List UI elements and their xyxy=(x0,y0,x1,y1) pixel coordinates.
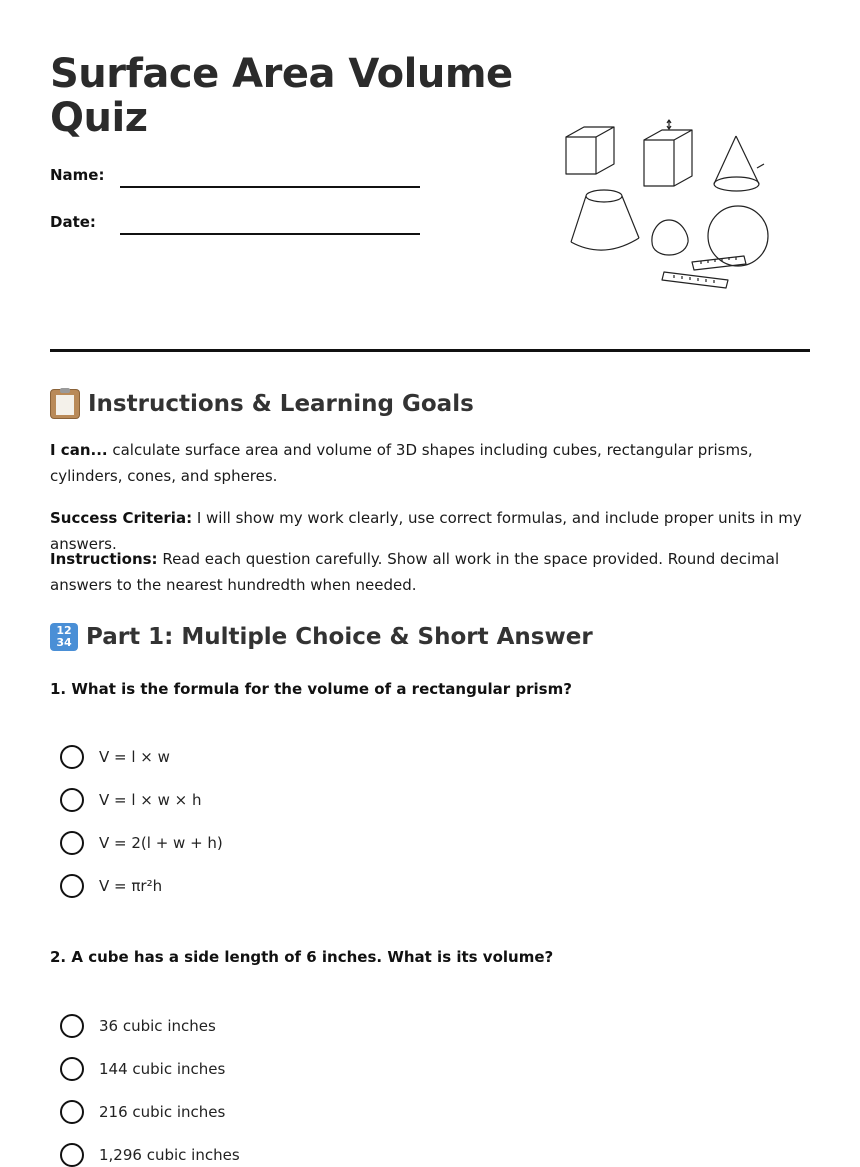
radio-button[interactable] xyxy=(60,1057,84,1081)
option-label: 144 cubic inches xyxy=(99,1060,226,1078)
i-can-statement xyxy=(50,437,820,489)
frustum-shape xyxy=(571,190,639,250)
radio-button[interactable] xyxy=(60,788,84,812)
3d-shapes-illustration xyxy=(556,112,786,297)
radio-button[interactable] xyxy=(60,831,84,855)
question-2-option-d[interactable] xyxy=(60,1143,240,1167)
question-1-option-c[interactable] xyxy=(60,831,223,855)
i-can-text: calculate surface area and volume of 3D shapes including cubes, rectangular prisms, cylinders, cones, and spheres. xyxy=(50,441,753,485)
option-label: V = 2(l + w + h) xyxy=(99,834,223,852)
radio-button[interactable] xyxy=(60,745,84,769)
success-criteria-label: Success Criteria: xyxy=(50,509,193,527)
cube-shape xyxy=(566,127,614,174)
option-label: V = l × w xyxy=(99,748,170,766)
i-can-label: I can... xyxy=(50,441,108,459)
egg-shape xyxy=(652,220,688,255)
radio-button[interactable] xyxy=(60,1100,84,1124)
instructions-heading-text: Instructions & Learning Goals xyxy=(88,391,474,417)
date-label: Date: xyxy=(50,213,96,231)
option-label: 216 cubic inches xyxy=(99,1103,226,1121)
page-title: Surface Area Volume Quiz xyxy=(50,51,513,141)
part1-heading xyxy=(50,623,593,651)
part1-heading-text: Part 1: Multiple Choice & Short Answer xyxy=(86,624,593,650)
option-label: V = πr²h xyxy=(99,877,163,895)
radio-button[interactable] xyxy=(60,874,84,898)
question-2-option-b[interactable] xyxy=(60,1057,225,1081)
question-2-option-a[interactable] xyxy=(60,1014,216,1038)
clipboard-icon xyxy=(50,389,80,419)
instructions-heading xyxy=(50,389,474,419)
radio-button[interactable] xyxy=(60,1014,84,1038)
question-1-text: 1. What is the formula for the volume of a rectangular prism? xyxy=(50,680,572,698)
name-label: Name: xyxy=(50,166,105,184)
instructions-text-block xyxy=(50,546,820,598)
numbers-icon: 12 34 xyxy=(50,623,78,651)
success-criteria-text: I will show my work clearly, use correct formulas, and include proper units in my answers. xyxy=(50,509,802,553)
date-field[interactable] xyxy=(120,233,420,235)
cube-shape xyxy=(644,120,692,186)
option-label: 1,296 cubic inches xyxy=(99,1146,240,1164)
radio-button[interactable] xyxy=(60,1143,84,1167)
header-divider xyxy=(50,349,810,352)
cone-shape xyxy=(714,136,764,191)
question-1-option-a[interactable] xyxy=(60,745,170,769)
question-1-option-b[interactable] xyxy=(60,788,202,812)
instructions-label: Instructions: xyxy=(50,550,158,568)
ruler-shape xyxy=(662,256,746,288)
name-field[interactable] xyxy=(120,186,420,188)
question-2-option-c[interactable] xyxy=(60,1100,225,1124)
question-1-option-d[interactable] xyxy=(60,874,162,898)
option-label: 36 cubic inches xyxy=(99,1017,216,1035)
question-2-text: 2. A cube has a side length of 6 inches. What is its volume? xyxy=(50,948,554,966)
option-label: V = l × w × h xyxy=(99,791,202,809)
instructions-text: Read each question carefully. Show all work in the space provided. Round decimal answers to the nearest hundredth when needed. xyxy=(50,550,780,594)
